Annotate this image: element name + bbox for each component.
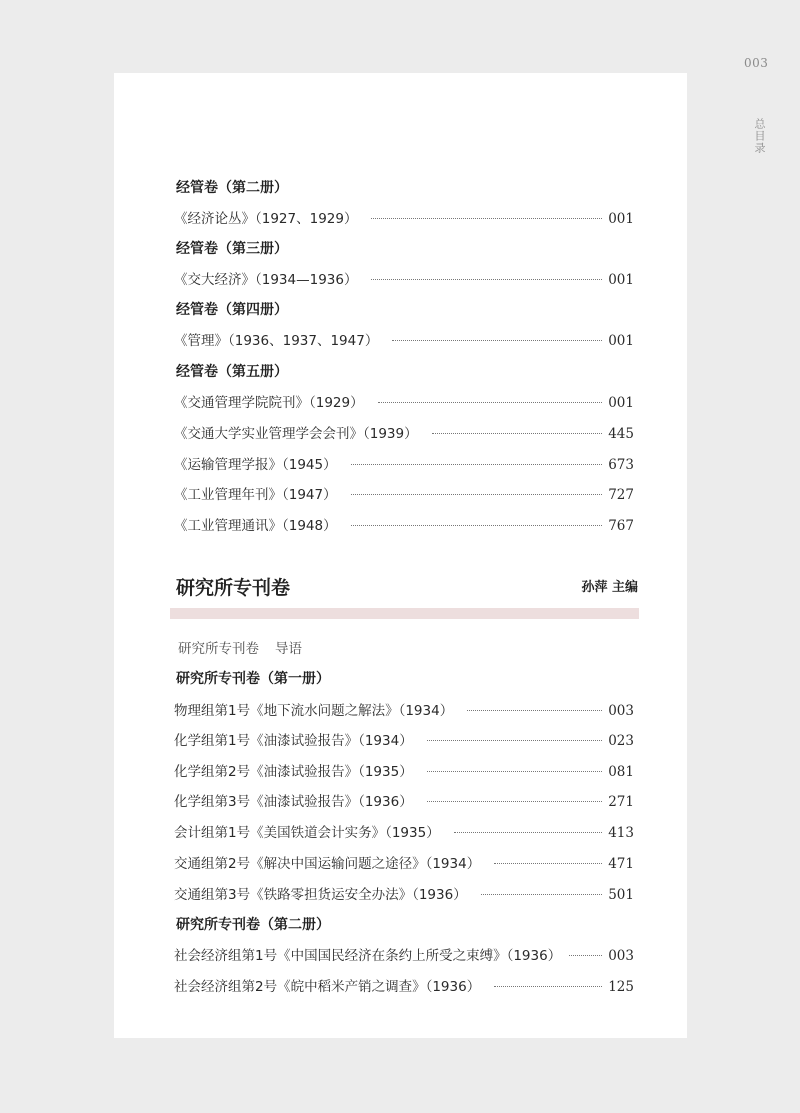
toc-entry-title: 化学组第1号《油漆试验报告》（1934） (174, 733, 413, 749)
dot-leader (378, 402, 603, 403)
page-number: 003 (744, 56, 769, 70)
toc-entry-title: 交通组第3号《铁路零担货运安全办法》（1936） (174, 887, 467, 903)
toc-entry[interactable] (174, 790, 634, 810)
dot-leader (427, 771, 603, 772)
section-heading: 研究所专刊卷（第二册） (176, 917, 330, 933)
toc-entry-page: 001 (608, 272, 634, 288)
toc-entry-title: 物理组第1号《地下流水问题之解法》（1934） (174, 703, 454, 719)
toc-entry-page: 767 (608, 518, 634, 534)
toc-entry[interactable] (174, 883, 634, 903)
dot-leader (569, 955, 602, 956)
toc-entry-page: 125 (608, 979, 634, 995)
toc-entry-page: 003 (608, 703, 634, 719)
toc-entry[interactable] (174, 975, 634, 995)
toc-entry-page: 445 (608, 426, 634, 442)
toc-entry[interactable] (174, 944, 634, 964)
dot-leader (351, 525, 603, 526)
dot-leader (454, 832, 603, 833)
toc-entry[interactable] (174, 760, 634, 780)
intro-prefix: 研究所专刊卷 (178, 641, 259, 657)
toc-entry-page: 501 (608, 887, 634, 903)
toc-entry[interactable] (174, 514, 634, 534)
dot-leader (427, 740, 603, 741)
toc-entry[interactable] (174, 422, 634, 442)
dot-leader (392, 340, 602, 341)
toc-entry-title: 《交大经济》（1934—1936） (174, 272, 358, 288)
toc-entry[interactable] (174, 483, 634, 503)
toc-entry-page: 001 (608, 211, 634, 227)
section-heading: 经管卷（第二册） (176, 180, 288, 196)
toc-entry[interactable] (174, 207, 634, 227)
toc-entry-title: 化学组第2号《油漆试验报告》（1935） (174, 764, 413, 780)
dot-leader (371, 218, 602, 219)
dot-leader (427, 801, 603, 802)
toc-entry-title: 交通组第2号《解决中国运输问题之途径》（1934） (174, 856, 481, 872)
intro-suffix: 导语 (275, 641, 302, 657)
section-heading: 经管卷（第四册） (176, 302, 288, 318)
dot-leader (494, 986, 602, 987)
toc-entry-title: 《运输管理学报》（1945） (174, 457, 337, 473)
part-divider-bar (170, 608, 639, 619)
toc-sheet (114, 73, 687, 1038)
toc-entry-page: 081 (608, 764, 634, 780)
toc-entry-page: 001 (608, 395, 634, 411)
dot-leader (494, 863, 602, 864)
toc-entry[interactable] (174, 699, 634, 719)
dot-leader (432, 433, 603, 434)
dot-leader (351, 494, 603, 495)
section-heading: 经管卷（第三册） (176, 241, 288, 257)
toc-entry-title: 化学组第3号《油漆试验报告》（1936） (174, 794, 413, 810)
toc-entry-page: 673 (608, 457, 634, 473)
toc-entry[interactable] (174, 268, 634, 288)
toc-entry-title: 《管理》（1936、1937、1947） (174, 333, 379, 349)
toc-entry-page: 727 (608, 487, 634, 503)
toc-entry[interactable] (174, 729, 634, 749)
dot-leader (481, 894, 603, 895)
dot-leader (351, 464, 603, 465)
toc-entry-title: 《经济论丛》（1927、1929） (174, 211, 358, 227)
toc-entry-title: 社会经济组第1号《中国国民经济在条约上所受之束缚》（1936） (174, 948, 562, 964)
part-title: 研究所专刊卷 (176, 577, 291, 599)
toc-entry-page: 471 (608, 856, 634, 872)
toc-entry-page: 413 (608, 825, 634, 841)
dot-leader (467, 710, 602, 711)
toc-entry-page: 003 (608, 948, 634, 964)
toc-entry[interactable] (174, 391, 634, 411)
toc-entry-page: 001 (608, 333, 634, 349)
toc-entry-title: 社会经济组第2号《皖中稻米产销之调查》（1936） (174, 979, 481, 995)
toc-entry-page: 023 (608, 733, 634, 749)
toc-entry-title: 《交通大学实业管理学会会刊》（1939） (174, 426, 418, 442)
intro-entry[interactable] (178, 637, 302, 657)
toc-entry-title: 会计组第1号《美国铁道会计实务》（1935） (174, 825, 440, 841)
section-heading: 经管卷（第五册） (176, 364, 288, 380)
toc-entry[interactable] (174, 453, 634, 473)
toc-entry-title: 《交通管理学院院刊》（1929） (174, 395, 364, 411)
dot-leader (371, 279, 602, 280)
toc-entry-title: 《工业管理年刊》（1947） (174, 487, 337, 503)
toc-entry-title: 《工业管理通讯》（1948） (174, 518, 337, 534)
section-heading: 研究所专刊卷（第一册） (176, 671, 330, 687)
toc-entry-page: 271 (608, 794, 634, 810)
toc-entry[interactable] (174, 821, 634, 841)
side-title: 总目录 (753, 118, 766, 154)
toc-entry[interactable] (174, 329, 634, 349)
part-editor: 孙萍 主编 (581, 580, 638, 595)
toc-entry[interactable] (174, 852, 634, 872)
